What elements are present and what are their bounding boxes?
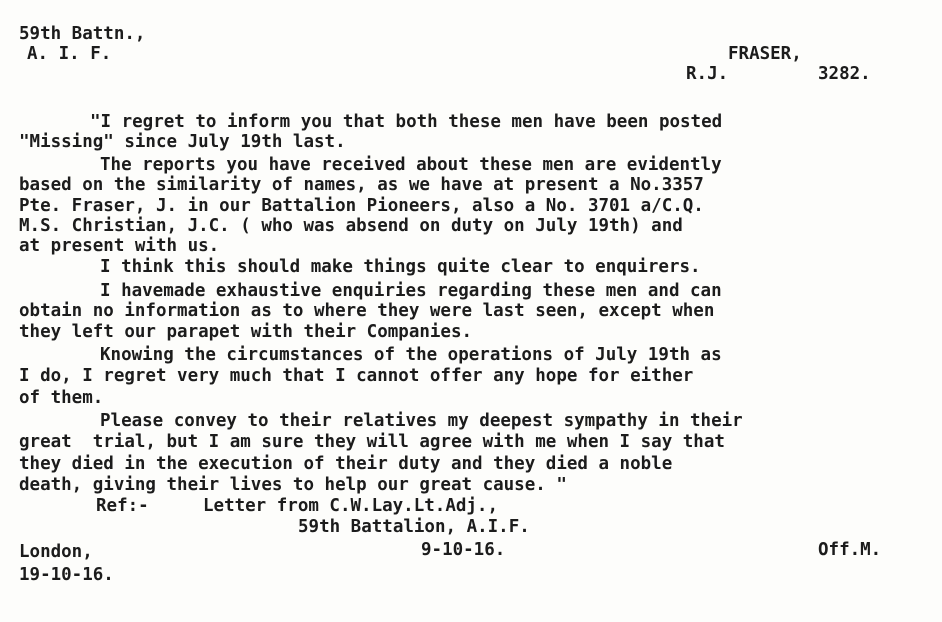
body-line: death, giving their lives to help our great cause. " [19,475,567,495]
body-line: they left our parapet with their Companies. [19,322,473,342]
unit-force: A. I. F. [27,44,112,64]
body-line: I think this should make things quite clear to enquirers. [100,257,701,277]
body-line: Pte. Fraser, J. in our Battalion Pioneers, also a No. 3701 a/C.Q. [19,196,704,216]
footer-date: 19-10-16. [19,565,114,585]
body-line: of them. [19,388,104,408]
body-line: obtain no information as to where they were last seen, except when [19,301,715,321]
reference-letter: Letter from C.W.Lay.Lt.Adj., [203,496,499,516]
soldier-initials: R.J. [686,64,729,84]
body-line: Please convey to their relatives my deepest sympathy in their [100,411,743,431]
reference-prefix: Ref:- [96,496,149,516]
body-line: great trial, but I am sure they will agree with me when I say that [19,432,725,452]
body-line: Knowing the circumstances of the operations of July 19th as [100,345,722,365]
body-line: M.S. Christian, J.C. ( who was absend on duty on July 19th) and [19,216,683,236]
body-line: "I regret to inform you that both these men have been posted [90,112,723,132]
body-line: "Missing" since July 19th last. [19,132,346,152]
footer-place: London, [19,542,93,562]
soldier-surname: FRASER, [728,44,802,64]
unit-name: 59th Battn., [19,24,146,44]
body-line: I do, I regret very much that I cannot offer any hope for either [19,366,694,386]
body-line: The reports you have received about these men are evidently [100,155,722,175]
footer-letter-date: 9-10-16. [421,540,506,560]
footer-office: Off.M. [818,540,882,560]
body-line: based on the similarity of names, as we have at present a No.3357 [19,175,704,195]
body-line: they died in the execution of their duty and they died a noble [19,454,673,474]
soldier-number: 3282. [818,64,871,84]
reference-battalion: 59th Battalion, A.I.F. [298,517,530,537]
body-line: at present with us. [19,236,220,256]
body-line: I havemade exhaustive enquiries regarding these men and can [100,281,722,301]
